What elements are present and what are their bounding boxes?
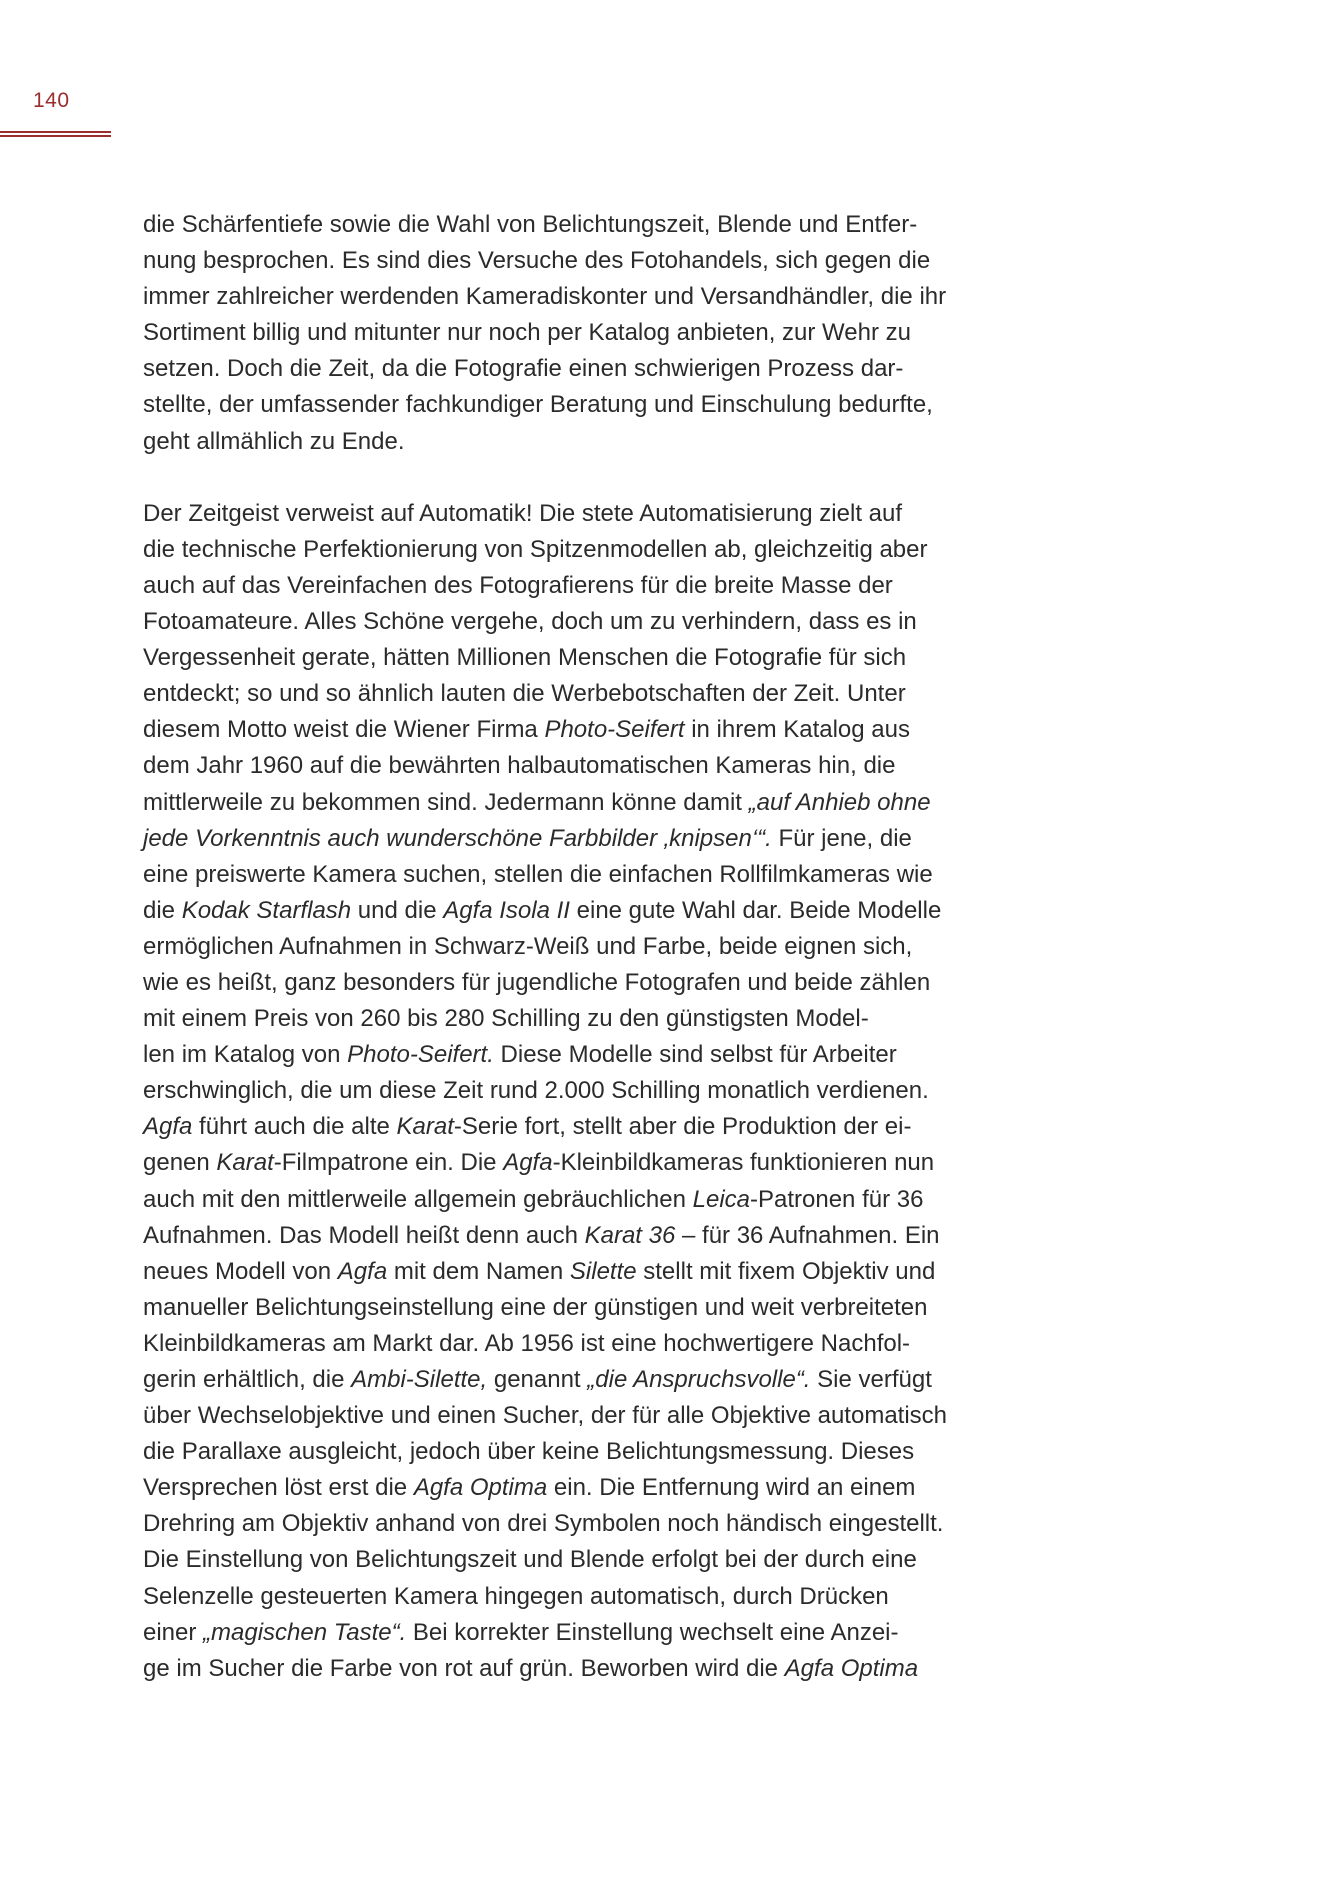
text-segment: setzen. Doch die Zeit, da die Fotografie einen schwierigen Prozess dar- bbox=[143, 355, 904, 383]
text-segment: ermöglichen Aufnahmen in Schwarz-Weiß und Farbe, beide eignen sich, bbox=[143, 932, 913, 960]
text-line bbox=[143, 387, 1043, 423]
text-segment: Für jene, die bbox=[771, 824, 912, 852]
text-line bbox=[143, 1254, 1043, 1290]
text-line bbox=[143, 424, 1043, 460]
text-line bbox=[143, 821, 1043, 857]
text-segment: auch mit den mittlerweile allgemein gebräuchlichen bbox=[143, 1185, 693, 1213]
text-segment: ein. Die Entfernung wird an einem bbox=[547, 1474, 916, 1502]
italic-text: Photo-Seifert bbox=[544, 716, 685, 744]
text-segment: Kleinbildkameras am Markt dar. Ab 1956 ist eine hochwertigere Nachfol- bbox=[143, 1329, 911, 1357]
text-line bbox=[143, 1290, 1043, 1326]
text-line bbox=[143, 604, 1043, 640]
text-segment: eine preiswerte Kamera suchen, stellen die einfachen Rollfilmkameras wie bbox=[143, 860, 933, 888]
text-line bbox=[143, 748, 1043, 784]
text-segment: Bei korrekter Einstellung wechselt eine Anzei- bbox=[406, 1618, 899, 1646]
text-segment: über Wechselobjektive und einen Sucher, der für alle Objektive automatisch bbox=[143, 1402, 948, 1430]
text-segment: len im Katalog von bbox=[143, 1041, 348, 1069]
text-segment: mit einem Preis von 260 bis 280 Schilling zu den günstigsten Model- bbox=[143, 1005, 869, 1033]
italic-text: Karat bbox=[396, 1113, 454, 1141]
text-line bbox=[143, 893, 1043, 929]
header-rule-top bbox=[0, 131, 111, 133]
text-line bbox=[143, 532, 1043, 568]
text-segment: die Schärfentiefe sowie die Wahl von Belichtungszeit, Blende und Entfer- bbox=[143, 211, 918, 238]
text-line bbox=[143, 929, 1043, 965]
header-rule-bottom bbox=[0, 135, 111, 137]
text-line bbox=[143, 1434, 1043, 1470]
paragraph bbox=[143, 496, 1043, 1687]
italic-text: Agfa bbox=[143, 1113, 193, 1141]
italic-text: Kodak Starflash bbox=[181, 896, 352, 924]
text-segment: -Kleinbildkameras funktionieren nun bbox=[552, 1149, 935, 1177]
text-segment: gerin erhältlich, die bbox=[143, 1366, 352, 1393]
italic-text: Agfa bbox=[503, 1149, 553, 1177]
text-segment: führt auch die alte bbox=[192, 1113, 397, 1141]
text-segment: einer bbox=[143, 1618, 204, 1646]
text-line bbox=[143, 243, 1043, 279]
text-segment: neues Modell von bbox=[143, 1257, 338, 1285]
text-segment: manueller Belichtungseinstellung eine der günstigen und weit verbreiteten bbox=[143, 1293, 928, 1321]
text-segment: Die Einstellung von Belichtungszeit und Blende erfolgt bei der durch eine bbox=[143, 1546, 917, 1574]
text-segment: nung besprochen. Es sind dies Versuche des Fotohandels, sich gegen die bbox=[143, 247, 931, 275]
italic-text: „magischen Taste“. bbox=[203, 1618, 407, 1646]
text-segment: Vergessenheit gerate, hätten Millionen Menschen die Fotografie für sich bbox=[143, 644, 907, 672]
text-segment: Aufnahmen. Das Modell heißt denn auch bbox=[143, 1221, 585, 1249]
text-line bbox=[143, 1182, 1043, 1218]
text-line bbox=[143, 965, 1043, 1001]
text-line bbox=[143, 315, 1043, 351]
text-segment: Diese Modelle sind selbst für Arbeiter bbox=[493, 1041, 897, 1069]
text-line bbox=[143, 1037, 1043, 1073]
text-line bbox=[143, 1470, 1043, 1506]
text-line bbox=[143, 279, 1043, 315]
italic-text: Agfa bbox=[337, 1257, 388, 1285]
text-line bbox=[143, 857, 1043, 893]
body-text bbox=[143, 207, 1043, 1687]
text-line bbox=[143, 1145, 1043, 1181]
text-line bbox=[143, 351, 1043, 387]
text-segment: Drehring am Objektiv anhand von drei Symbolen noch händisch eingestellt. bbox=[143, 1510, 944, 1538]
text-line bbox=[143, 496, 1043, 532]
text-segment: erschwinglich, die um diese Zeit rund 2.000 Schilling monatlich verdienen. bbox=[143, 1077, 929, 1105]
italic-text: Leica bbox=[692, 1185, 750, 1213]
italic-text: „auf Anhieb ohne bbox=[748, 788, 931, 816]
paragraph bbox=[143, 207, 1043, 460]
italic-text: jede Vorkenntnis auch wunderschöne Farbbilder ‚knipsen‘“. bbox=[143, 824, 772, 852]
text-line bbox=[143, 1001, 1043, 1037]
text-line bbox=[143, 1218, 1043, 1254]
text-line bbox=[143, 1326, 1043, 1362]
text-line bbox=[143, 1398, 1043, 1434]
italic-text: Karat 36 bbox=[584, 1221, 676, 1249]
text-line bbox=[143, 1362, 1043, 1398]
italic-text: Silette bbox=[569, 1257, 637, 1285]
paragraph-gap bbox=[143, 460, 1043, 496]
text-segment: genen bbox=[143, 1149, 217, 1177]
text-segment: Sie verfügt bbox=[810, 1366, 932, 1393]
text-line bbox=[143, 1073, 1043, 1109]
text-line bbox=[143, 207, 1043, 243]
text-segment: stellte, der umfassender fachkundiger Beratung und Einschulung bedurfte, bbox=[143, 391, 933, 419]
text-segment: wie es heißt, ganz besonders für jugendliche Fotografen und beide zählen bbox=[143, 968, 931, 996]
text-line bbox=[143, 1579, 1043, 1615]
text-segment: Sortiment billig und mitunter nur noch per Katalog anbieten, zur Wehr zu bbox=[143, 319, 911, 347]
text-segment: – für 36 Aufnahmen. Ein bbox=[675, 1221, 940, 1249]
text-segment: Selenzelle gesteuerten Kamera hingegen automatisch, durch Drücken bbox=[143, 1582, 889, 1610]
text-segment: die bbox=[143, 896, 182, 924]
text-segment: Der Zeitgeist verweist auf Automatik! Die stete Automatisierung zielt auf bbox=[143, 499, 903, 527]
italic-text: Agfa Optima bbox=[413, 1474, 548, 1502]
text-segment: auch auf das Vereinfachen des Fotografierens für die breite Masse der bbox=[143, 571, 893, 599]
text-segment: geht allmählich zu Ende. bbox=[143, 427, 405, 455]
text-line bbox=[143, 1615, 1043, 1651]
text-segment: mit dem Namen bbox=[387, 1257, 570, 1285]
text-line bbox=[143, 1506, 1043, 1542]
text-line bbox=[143, 1109, 1043, 1145]
text-segment: immer zahlreicher werdenden Kameradiskonter und Versandhändler, die ihr bbox=[143, 283, 947, 311]
text-line bbox=[143, 676, 1043, 712]
text-line bbox=[143, 712, 1043, 748]
text-segment: -Filmpatrone ein. Die bbox=[273, 1149, 504, 1177]
text-segment: ge im Sucher die Farbe von rot auf grün. Beworben wird die bbox=[143, 1654, 785, 1682]
text-segment: die technische Perfektionierung von Spitzenmodellen ab, gleichzeitig aber bbox=[143, 535, 928, 563]
text-segment: und die bbox=[351, 896, 444, 924]
text-segment: -Serie fort, stellt aber die Produktion der ei- bbox=[453, 1113, 912, 1141]
text-segment: dem Jahr 1960 auf die bewährten halbautomatischen Kameras hin, die bbox=[143, 752, 896, 780]
text-segment: in ihrem Katalog aus bbox=[684, 716, 910, 744]
text-segment: diesem Motto weist die Wiener Firma bbox=[143, 716, 545, 744]
text-segment: die Parallaxe ausgleicht, jedoch über keine Belichtungsmessung. Dieses bbox=[143, 1438, 915, 1466]
text-segment: -Patronen für 36 bbox=[750, 1185, 924, 1213]
text-segment: Fotoamateure. Alles Schöne vergehe, doch um zu verhindern, dass es in bbox=[143, 608, 917, 636]
italic-text: „die Anspruchsvolle“. bbox=[587, 1366, 811, 1393]
text-line bbox=[143, 640, 1043, 676]
italic-text: Photo-Seifert. bbox=[347, 1041, 494, 1069]
text-segment: mittlerweile zu bekommen sind. Jedermann könne damit bbox=[143, 788, 749, 816]
italic-text: Agfa Optima bbox=[784, 1654, 919, 1682]
italic-text: Ambi-Silette, bbox=[351, 1366, 488, 1393]
text-segment: entdeckt; so und so ähnlich lauten die Werbebotschaften der Zeit. Unter bbox=[143, 680, 906, 708]
text-segment: genannt bbox=[487, 1366, 588, 1393]
italic-text: Agfa Isola II bbox=[443, 896, 570, 924]
text-segment: Versprechen löst erst die bbox=[143, 1474, 414, 1502]
italic-text: Karat bbox=[216, 1149, 274, 1177]
text-segment: eine gute Wahl dar. Beide Modelle bbox=[569, 896, 942, 924]
text-line bbox=[143, 568, 1043, 604]
text-segment: stellt mit fixem Objektiv und bbox=[636, 1257, 936, 1285]
page-number: 140 bbox=[33, 89, 70, 112]
text-line bbox=[143, 1542, 1043, 1578]
text-line bbox=[143, 785, 1043, 821]
text-line bbox=[143, 1651, 1043, 1687]
